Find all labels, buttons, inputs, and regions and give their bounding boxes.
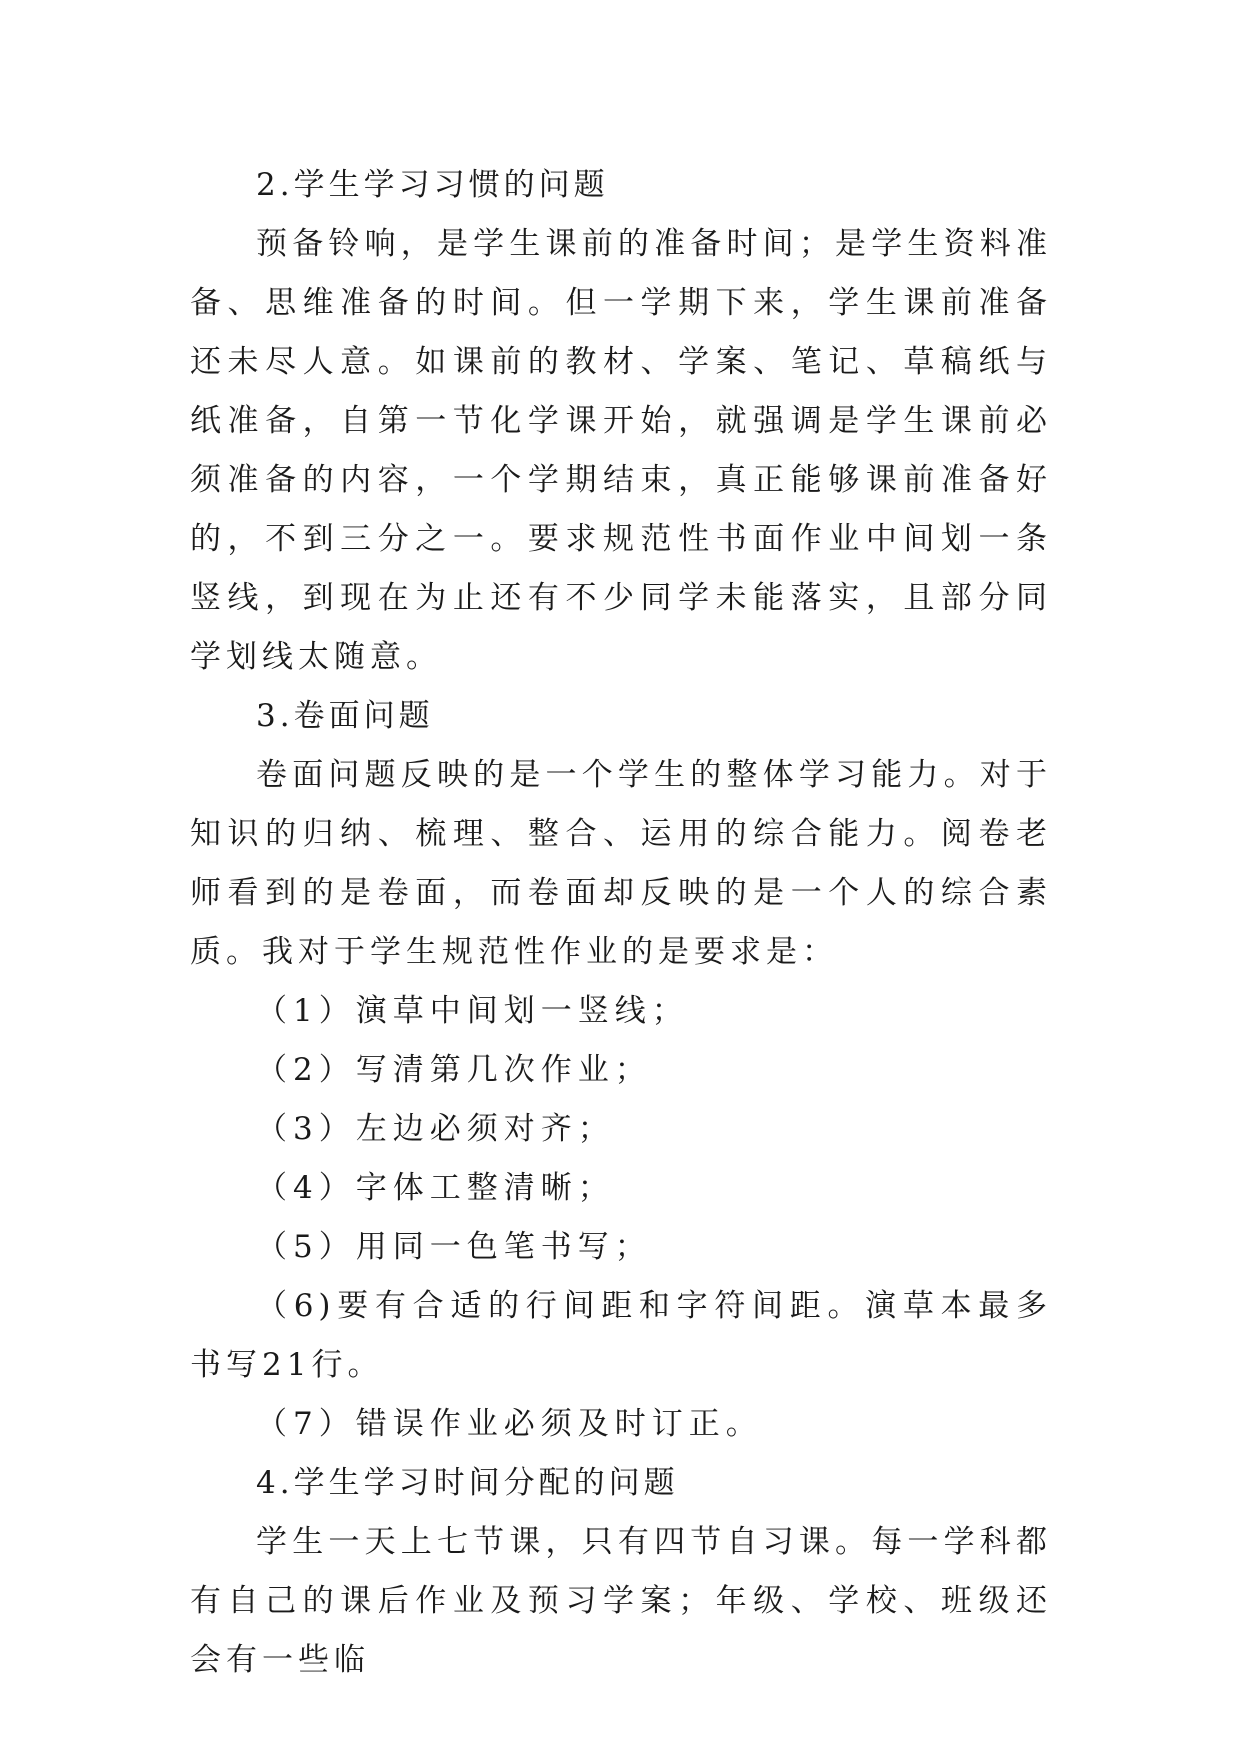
list-item-requirement-2: （2）写清第几次作业； — [256, 1052, 652, 1088]
section-heading-study-habits: 2.学生学习习惯的问题 — [256, 167, 609, 203]
list-item-requirement-5: （5）用同一色笔书写； — [256, 1229, 652, 1265]
section-heading-time-allocation: 4.学生学习时间分配的问题 — [256, 1465, 679, 1501]
list-item-requirement-6: （6)要有合适的行间距和字符间距。演草本最多书写21行。 — [190, 1288, 1052, 1383]
list-item-requirement-1: （1）演草中间划一竖线； — [256, 993, 689, 1029]
paragraph-class-preparation: 预备铃响，是学生课前的准备时间；是学生资料准备、思维准备的时间。但一学期下来，学生课前准备还未尽人意。如课前的教材、学案、笔记、草稿纸与纸准备，自第一节化学课开始，就强调是学生课前必须准备的内容，一个学期结束，真正能够课前准备好的，不到三分之一。要求规范性书面作业中间划一条竖线，到现在为止还有不少同学未能落实，且部分同学划线太随意。 — [190, 226, 1052, 675]
list-item-requirement-3: （3）左边必须对齐； — [256, 1111, 615, 1147]
document-body — [190, 156, 1052, 1690]
section-heading-paper-neatness: 3.卷面问题 — [256, 698, 434, 734]
list-item-requirement-4: （4）字体工整清晰； — [256, 1170, 615, 1206]
paragraph-time-allocation: 学生一天上七节课，只有四节自习课。每一学科都有自己的课后作业及预习学案；年级、学校、班级还会有一些临 — [190, 1524, 1052, 1678]
list-item-requirement-7: （7）错误作业必须及时订正。 — [256, 1406, 763, 1442]
paragraph-paper-neatness: 卷面问题反映的是一个学生的整体学习能力。对于知识的归纳、梳理、整合、运用的综合能力。阅卷老师看到的是卷面，而卷面却反映的是一个人的综合素质。我对于学生规范性作业的是要求是： — [190, 757, 1052, 970]
